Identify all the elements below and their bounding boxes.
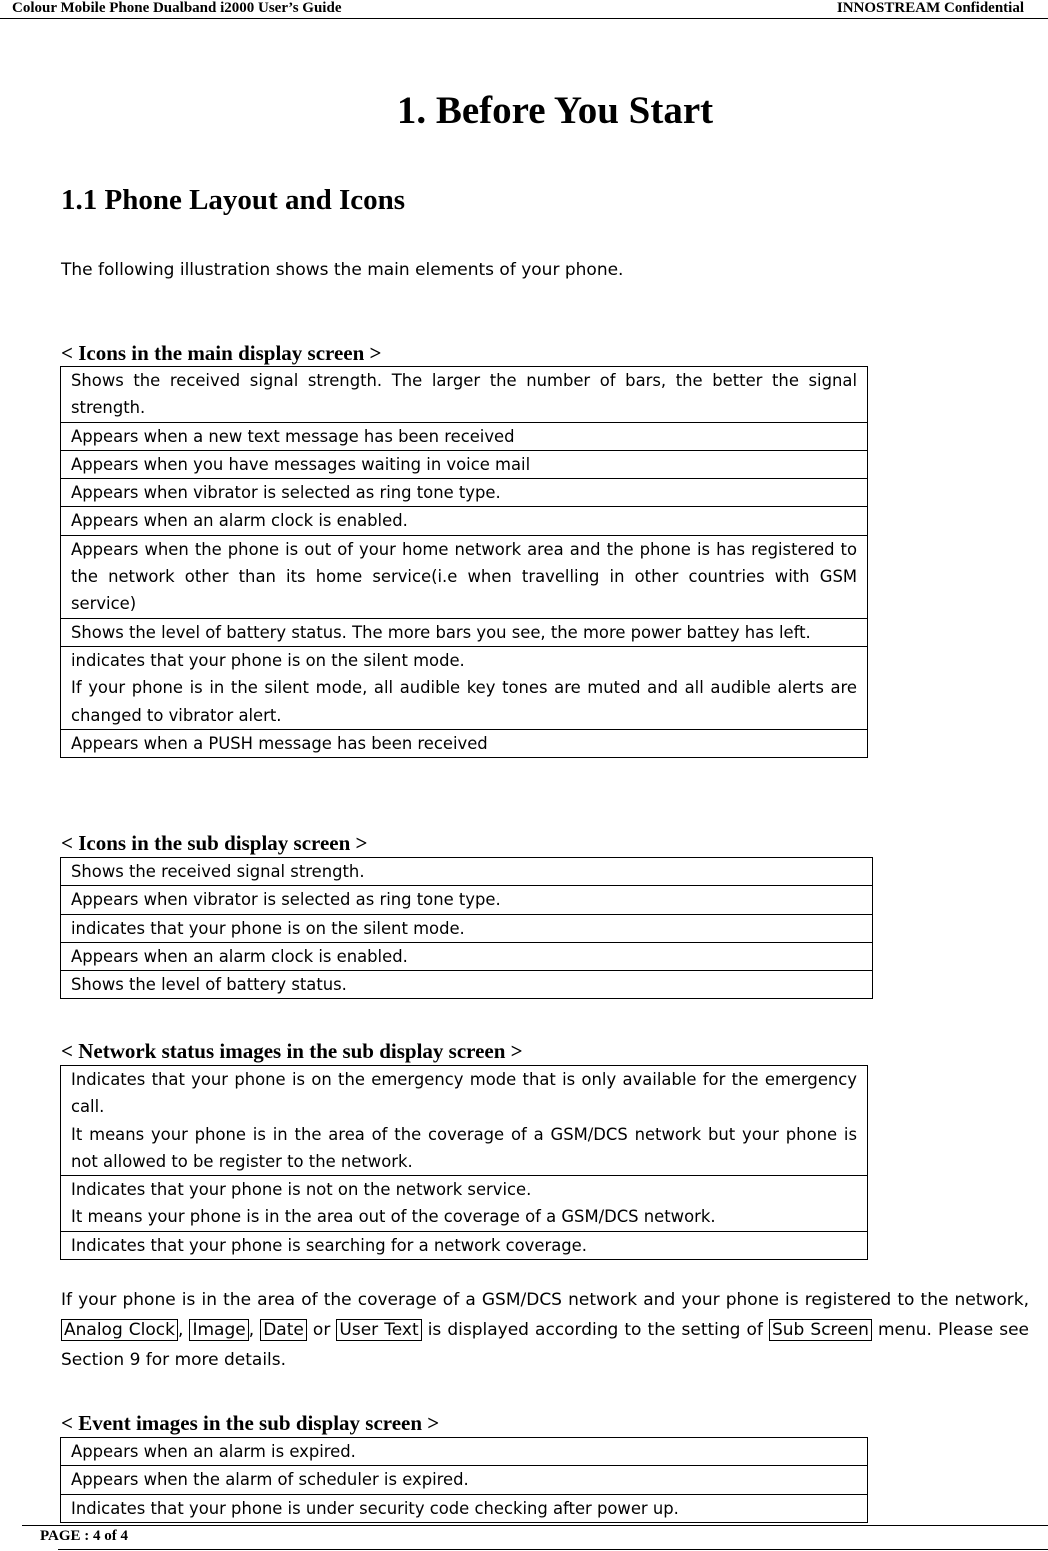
description-text: Appears when an alarm clock is enabled.	[71, 946, 408, 966]
icon-description-cell	[61, 886, 873, 914]
footer-bottom-rule	[58, 1549, 1048, 1550]
header-confidential-label: INNOSTREAM Confidential	[836, 0, 1024, 16]
icon-description-cell	[61, 367, 868, 423]
table-row	[61, 1066, 868, 1176]
description-text: Appears when the phone is out of your home network area and the phone is has registered to the network other than its home service(i.e when travelling in other countries with GSM service)	[71, 539, 857, 614]
table-row	[61, 1231, 868, 1259]
event-images-heading: < Event images in the sub display screen >	[61, 1411, 440, 1435]
intro-paragraph: The following illustration shows the main elements of your phone.	[61, 260, 624, 280]
icon-description-cell	[61, 1438, 868, 1466]
description-text: Appears when vibrator is selected as ring tone type.	[71, 483, 501, 503]
table-row	[61, 618, 868, 646]
description-text: Appears when an alarm clock is enabled.	[71, 511, 408, 531]
page-number: PAGE : 4 of 4	[40, 1528, 129, 1544]
description-text: Appears when you have messages waiting in voice mail	[71, 454, 531, 474]
icon-description-cell	[61, 858, 873, 886]
table-row	[61, 367, 868, 423]
table-row	[61, 422, 868, 450]
note-text-1: If your phone is in the area of the coverage of a GSM/DCS network and your phone is registered to the network,	[61, 1290, 1029, 1310]
icon-description-cell	[61, 1176, 868, 1232]
description-text: Indicates that your phone is searching for a network coverage.	[71, 1235, 587, 1255]
icon-description-cell	[61, 646, 868, 729]
icon-description-cell	[61, 479, 868, 507]
icon-description-cell	[61, 507, 868, 535]
note-separator-2: ,	[248, 1320, 261, 1340]
page-header	[0, 0, 1048, 19]
sub-display-icons-table	[60, 857, 873, 999]
description-text: Indicates that your phone is on the emergency mode that is only available for the emergency call.	[71, 1070, 857, 1117]
menu-option-date: Date	[260, 1319, 307, 1341]
description-text: Shows the received signal strength. The larger the number of bars, the better the signal strength.	[71, 371, 857, 418]
icon-description-cell	[61, 942, 873, 970]
menu-option-user-text: User Text	[336, 1319, 421, 1341]
icon-description-cell	[61, 535, 868, 618]
description-text: Shows the level of battery status. The more bars you see, the more power battey has left.	[71, 622, 811, 642]
icon-description-cell	[61, 1066, 868, 1176]
description-text: Appears when a PUSH message has been received	[71, 733, 488, 753]
table-row	[61, 450, 868, 478]
table-row	[61, 1466, 868, 1494]
icon-description-cell	[61, 450, 868, 478]
icon-description-cell	[61, 914, 873, 942]
note-text-3: menu. Please see Section 9 for more details.	[61, 1320, 1030, 1370]
icon-description-cell	[61, 618, 868, 646]
chapter-title: 1. Before You Start	[396, 89, 714, 132]
description-text: indicates that your phone is on the silent mode.	[71, 650, 465, 670]
icon-description-cell	[61, 729, 868, 757]
section-title: 1.1 Phone Layout and Icons	[61, 184, 406, 216]
description-text: It means your phone is in the area out of the coverage of a GSM/DCS network.	[71, 1207, 716, 1227]
table-row	[61, 507, 868, 535]
menu-option-analog-clock: Analog Clock	[61, 1319, 178, 1341]
table-row	[61, 858, 873, 886]
icon-description-cell	[61, 422, 868, 450]
description-text: Shows the received signal strength.	[71, 862, 365, 881]
network-status-heading: < Network status images in the sub display screen >	[61, 1039, 523, 1063]
icon-description-cell	[61, 971, 873, 999]
menu-option-image: Image	[189, 1319, 248, 1341]
table-row	[61, 535, 868, 618]
table-row	[61, 942, 873, 970]
description-text: It means your phone is in the area of the coverage of a GSM/DCS network but your phone is not allowed to be register to the network.	[71, 1124, 857, 1171]
table-row	[61, 1494, 868, 1522]
note-separator-3: or	[306, 1320, 337, 1340]
description-text: Appears when a new text message has been received	[71, 426, 515, 446]
sub-display-heading: < Icons in the sub display screen >	[61, 831, 368, 855]
description-text: Appears when the alarm of scheduler is expired.	[71, 1470, 469, 1490]
description-text: Appears when vibrator is selected as ring tone type.	[71, 890, 501, 910]
description-text: Indicates that your phone is under security code checking after power up.	[71, 1498, 679, 1518]
icon-description-cell	[61, 1231, 868, 1259]
description-text: indicates that your phone is on the silent mode.	[71, 918, 465, 938]
network-status-table	[60, 1065, 868, 1260]
table-row	[61, 886, 873, 914]
table-row	[61, 914, 873, 942]
main-display-heading: < Icons in the main display screen >	[61, 341, 382, 365]
description-text: Appears when an alarm is expired.	[71, 1442, 356, 1461]
main-display-icons-table	[60, 366, 868, 758]
page-footer	[0, 1525, 1048, 1551]
note-separator-1: ,	[178, 1320, 190, 1340]
header-guide-title: Colour Mobile Phone Dualband i2000 User’s Guide	[12, 0, 342, 16]
icon-description-cell	[61, 1466, 868, 1494]
menu-option-sub-screen: Sub Screen	[769, 1319, 872, 1341]
note-text-2: is displayed according to the setting of	[421, 1320, 769, 1340]
footer-top-rule	[22, 1525, 1048, 1526]
table-row	[61, 971, 873, 999]
description-text: Indicates that your phone is not on the network service.	[71, 1180, 532, 1200]
icon-description-cell	[61, 1494, 868, 1522]
table-row	[61, 729, 868, 757]
table-row	[61, 646, 868, 729]
registered-note-paragraph	[61, 1285, 1029, 1375]
event-images-table	[60, 1437, 868, 1523]
description-text: If your phone is in the silent mode, all audible key tones are muted and all audible alerts are changed to vibrator alert.	[71, 678, 857, 725]
table-row	[61, 479, 868, 507]
table-row	[61, 1176, 868, 1232]
table-row	[61, 1438, 868, 1466]
description-text: Shows the level of battery status.	[71, 975, 347, 995]
